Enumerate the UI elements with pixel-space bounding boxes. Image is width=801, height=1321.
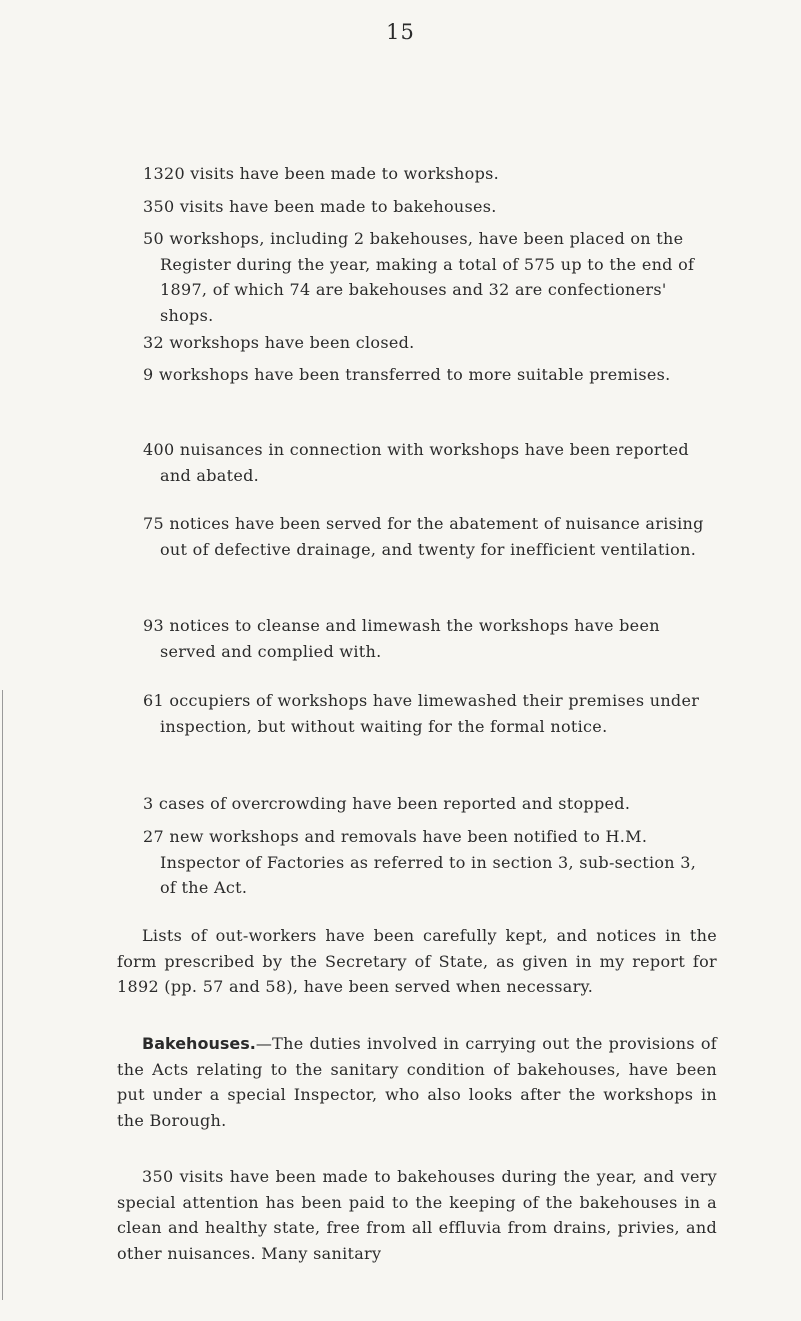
- bakehouses-heading: Bakehouses.: [142, 1034, 256, 1053]
- list-item: 1320 visits have been made to workshops.: [143, 164, 500, 183]
- list-item: 400 nuisances in connection with workshops have been reported and abated.: [143, 440, 689, 485]
- list-item: 50 workshops, including 2 bakehouses, have been placed on the Register during the year, making a total of 575 up to the end of 1897, of which 74 are bakehouses and 32 are confectioners' shops.: [143, 229, 695, 325]
- list-item: 27 new workshops and removals have been notified to H.M. Inspector of Factories as referred to in section 3, sub-section 3, of the Act.: [143, 827, 697, 897]
- list-item: 93 notices to cleanse and limewash the workshops have been served and complied with.: [143, 616, 660, 661]
- list-item: 3 cases of overcrowding have been reported and stopped.: [143, 794, 631, 813]
- page-edge-line: [2, 690, 3, 1300]
- list-item: 350 visits have been made to bakehouses.: [143, 197, 497, 216]
- bakehouses-text: —The duties involved in carrying out the provisions of the Acts relating to the sanitary condition of bakehouses, have been put under a special Inspector, who also looks after the workshops in the Borough.: [117, 1034, 717, 1130]
- bakehouses-paragraph: [117, 1031, 717, 1133]
- outworkers-paragraph: Lists of out-workers have been carefully kept, and notices in the form prescribed by the Secretary of State, as given in my report for 1892 (pp. 57 and 58), have been served when necessary.: [117, 926, 717, 996]
- list-item: 9 workshops have been transferred to more suitable premises.: [143, 365, 671, 384]
- page-number: 15: [386, 20, 415, 44]
- list-item: 32 workshops have been closed.: [143, 333, 415, 352]
- visits-paragraph: 350 visits have been made to bakehouses during the year, and very special attention has been paid to the keeping of the bakehouses in a clean and healthy state, free from all effluvia from drains, privies, and other nuisances. Many sanitary: [117, 1167, 717, 1263]
- list-item: 61 occupiers of workshops have limewashed their premises under inspection, but without waiting for the formal notice.: [143, 691, 700, 736]
- list-item: 75 notices have been served for the abatement of nuisance arising out of defective drainage, and twenty for inefficient ventilation.: [143, 514, 704, 559]
